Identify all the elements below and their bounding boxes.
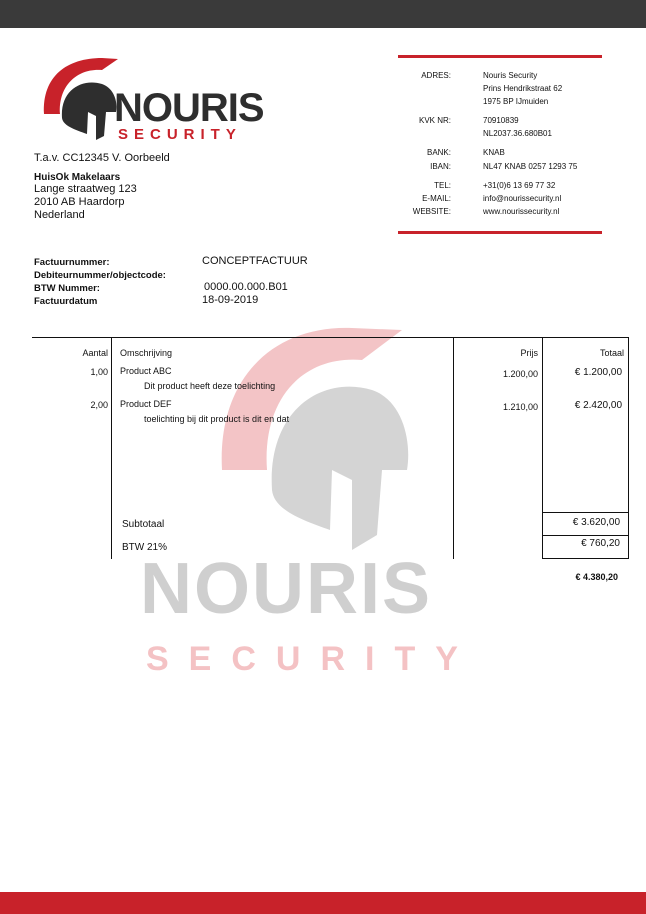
recipient-city: 2010 AB Haardorp bbox=[34, 196, 125, 208]
top-bar bbox=[0, 0, 646, 28]
header-qty: Aantal bbox=[82, 348, 108, 358]
debtor-label: Debiteurnummer/objectcode: bbox=[34, 270, 166, 281]
bottom-bar bbox=[0, 892, 646, 914]
vat-number-label: BTW Nummer: bbox=[34, 283, 100, 294]
email-value[interactable]: info@nourissecurity.nl bbox=[483, 194, 562, 203]
vat-value: € 760,20 bbox=[581, 538, 620, 549]
item-2-note: toelichting bij dit product is dit en dat bbox=[144, 414, 290, 424]
vat-number-value: 0000.00.000.B01 bbox=[204, 281, 288, 293]
item-2-price: 1.210,00 bbox=[502, 402, 538, 412]
recipient-attention: T.a.v. CC12345 V. Oorbeeld bbox=[34, 152, 170, 164]
recipient-company: HuisOk Makelaars bbox=[34, 172, 121, 183]
item-1-qty: 1,00 bbox=[90, 367, 108, 377]
logo-brand-tagline: SECURITY bbox=[118, 126, 242, 143]
recipient-street: Lange straatweg 123 bbox=[34, 183, 137, 195]
info-top-rule bbox=[398, 55, 602, 58]
iban-value: NL47 KNAB 0257 1293 75 bbox=[483, 162, 578, 171]
bank-value: KNAB bbox=[483, 148, 505, 157]
watermark-brand-name: NOURIS bbox=[140, 549, 433, 629]
address-line-1: Nouris Security bbox=[483, 71, 538, 80]
item-1-note: Dit product heeft deze toelichting bbox=[144, 381, 276, 391]
subtotal-bottom-rule bbox=[542, 535, 628, 536]
table-divider-price bbox=[542, 337, 543, 559]
item-1-price: 1.200,00 bbox=[502, 369, 538, 379]
invoice-date-label: Factuurdatum bbox=[34, 296, 98, 307]
info-bottom-rule bbox=[398, 231, 602, 234]
table-divider-qty bbox=[111, 337, 112, 559]
table-top-rule bbox=[32, 337, 628, 338]
invoice-number-label: Factuurnummer: bbox=[34, 257, 110, 268]
address-line-3: 1975 BP IJmuiden bbox=[483, 97, 549, 106]
subtotal-label: Subtotaal bbox=[122, 519, 165, 530]
table-right-border bbox=[628, 337, 629, 559]
logo-brand-name: NOURIS bbox=[114, 86, 264, 130]
header-total: Totaal bbox=[599, 348, 624, 358]
vat-id-value: NL2037.36.680B01 bbox=[483, 129, 552, 138]
item-1-total: € 1.200,00 bbox=[574, 367, 622, 378]
logo-helmet-icon bbox=[42, 56, 118, 140]
website-label: WEBSITE: bbox=[412, 207, 451, 216]
subtotal-top-rule bbox=[542, 512, 628, 513]
grand-total-value: € 4.380,20 bbox=[575, 572, 618, 582]
header-description: Omschrijving bbox=[120, 348, 173, 358]
tel-label: TEL: bbox=[434, 181, 451, 190]
kvk-value: 70910839 bbox=[483, 116, 519, 125]
bank-label: BANK: bbox=[426, 148, 451, 157]
website-value[interactable]: www.nourissecurity.nl bbox=[483, 207, 560, 216]
invoice-number-value: CONCEPTFACTUUR bbox=[202, 255, 308, 267]
item-2-qty: 2,00 bbox=[90, 400, 108, 410]
watermark-brand-tagline: SECURITY bbox=[146, 640, 478, 678]
vat-bottom-rule bbox=[542, 558, 628, 559]
header-price: Prijs bbox=[520, 348, 538, 358]
table-divider-desc bbox=[453, 337, 454, 559]
vat-label: BTW 21% bbox=[122, 542, 168, 553]
item-1-name: Product ABC bbox=[120, 366, 172, 376]
item-2-total: € 2.420,00 bbox=[574, 400, 622, 411]
email-label: E-MAIL: bbox=[422, 194, 451, 203]
item-2-name: Product DEF bbox=[120, 399, 172, 409]
iban-label: IBAN: bbox=[430, 162, 451, 171]
watermark-helmet-icon bbox=[212, 320, 412, 550]
tel-value: +31(0)6 13 69 77 32 bbox=[483, 181, 556, 190]
recipient-country: Nederland bbox=[34, 209, 85, 221]
subtotal-value: € 3.620,00 bbox=[572, 517, 620, 528]
kvk-label: KVK NR: bbox=[418, 116, 451, 125]
address-label: ADRES: bbox=[421, 71, 451, 80]
address-line-2: Prins Hendrikstraat 62 bbox=[483, 84, 563, 93]
invoice-date-value: 18-09-2019 bbox=[202, 294, 259, 306]
